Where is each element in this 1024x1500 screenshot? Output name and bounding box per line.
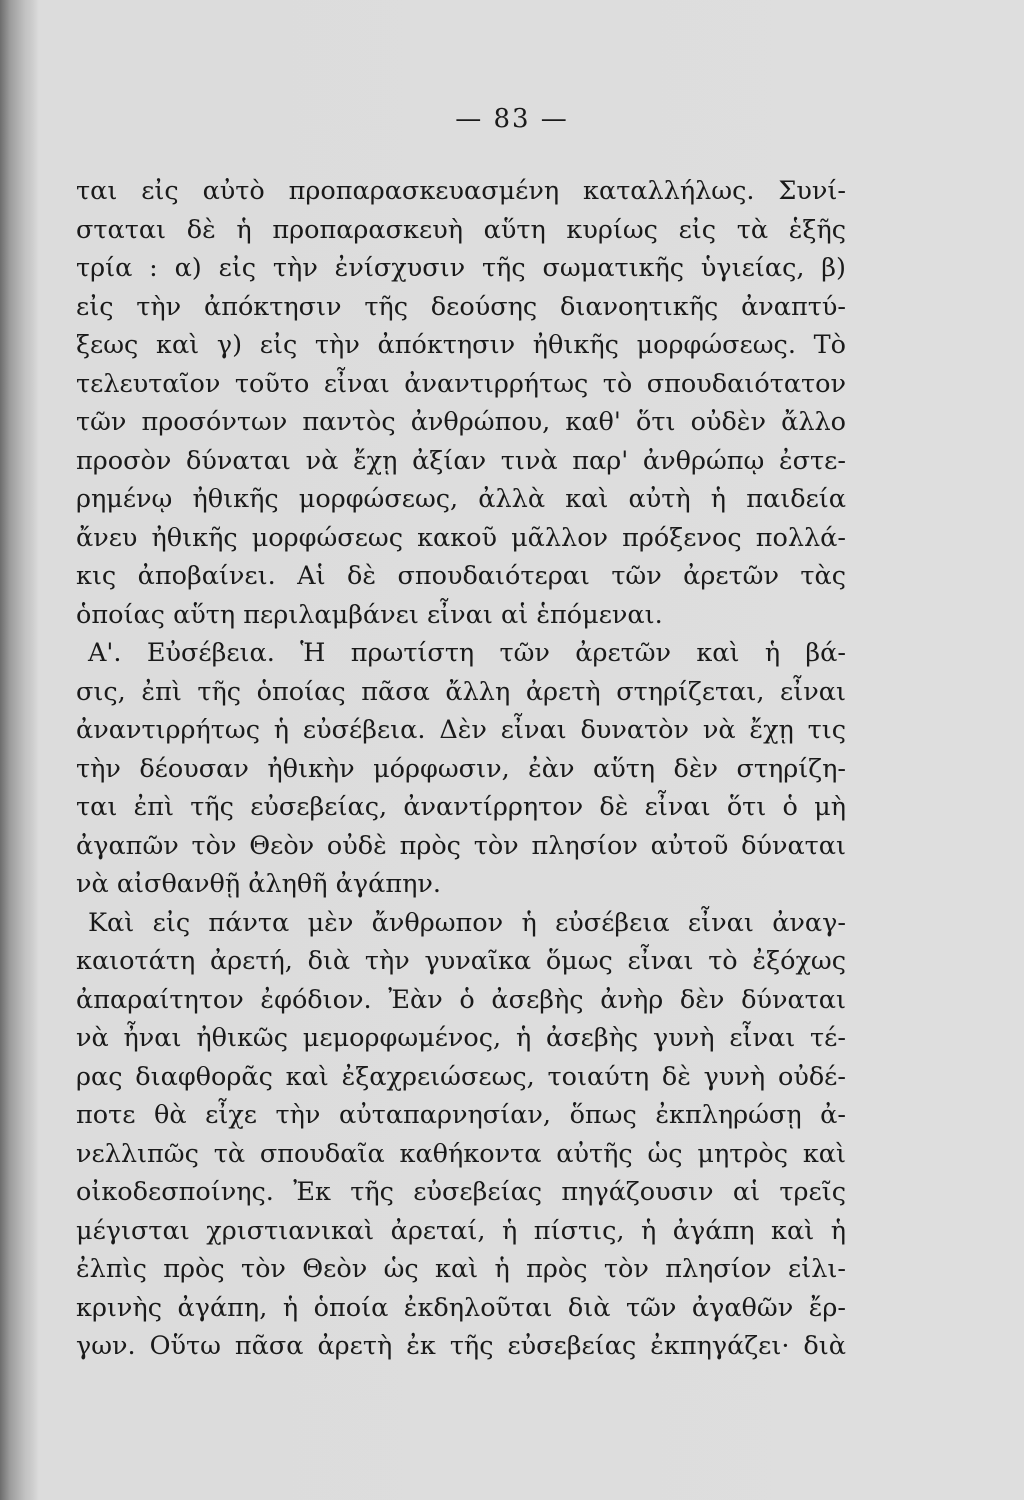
- section-heading-line: Α'. Εὐσέβεια. Ἡ πρωτίστη τῶν ἀρετῶν καὶ ἡ βά-: [88, 638, 846, 668]
- body-text: [76, 172, 846, 1366]
- text-line: νελλιπῶς τὰ σπουδαῖα καθήκοντα αὐτῆς ὡς μητρὸς καὶ: [76, 1138, 846, 1169]
- text-line: γων. Οὕτω πᾶσα ἀρετὴ ἐκ τῆς εὐσεβείας ἐκπηγάζει· διὰ: [76, 1331, 846, 1361]
- paragraph-start-line: Καὶ εἰς πάντα μὲν ἄνθρωπον ἡ εὐσέβεια εἶναι ἀναγ-: [88, 907, 846, 938]
- text-line: νὰ ἦναι ἠθικῶς μεμορφωμένος, ἡ ἀσεβὴς γυνὴ εἶναι τέ-: [76, 1023, 846, 1053]
- text-line: μέγισται χριστιανικαὶ ἀρεταί, ἡ πίστις, ἡ ἀγάπη καὶ ἡ: [76, 1215, 846, 1246]
- text-line: σις, ἐπὶ τῆς ὁποίας πᾶσα ἄλλη ἀρετὴ στηρίζεται, εἶναι: [76, 676, 846, 707]
- text-line: προσὸν δύναται νὰ ἔχῃ ἀξίαν τινὰ παρ' ἀνθρώπῳ ἐστε-: [76, 445, 846, 476]
- text-line: νὰ αἰσθανθῇ ἀληθῆ ἀγάπην.: [76, 869, 441, 899]
- text-line: οἰκοδεσποίνης. Ἐκ τῆς εὐσεβείας πηγάζουσιν αἱ τρεῖς: [76, 1177, 846, 1207]
- text-line: τὴν δέουσαν ἠθικὴν μόρφωσιν, ἐὰν αὕτη δὲν στηρίζη-: [76, 753, 846, 784]
- text-line: ἄνευ ἠθικῆς μορφώσεως κακοῦ μᾶλλον πρόξενος πολλά-: [76, 522, 846, 553]
- text-line: ὁποίας αὕτη περιλαμβάνει εἶναι αἱ ἑπόμεναι.: [76, 599, 663, 630]
- text-line: ἀγαπῶν τὸν Θεὸν οὐδὲ πρὸς τὸν πλησίον αὐτοῦ δύναται: [76, 830, 846, 861]
- text-line: τελευταῖον τοῦτο εἶναι ἀναντιρρήτως τὸ σπουδαιότατον: [76, 368, 846, 399]
- text-line: ἐλπὶς πρὸς τὸν Θεὸν ὡς καὶ ἡ πρὸς τὸν πλησίον εἰλι-: [76, 1254, 846, 1284]
- text-line: ρημένῳ ἠθικῆς μορφώσεως, ἀλλὰ καὶ αὐτὴ ἡ παιδεία: [76, 484, 846, 514]
- text-line: τρία : α) εἰς τὴν ἐνίσχυσιν τῆς σωματικῆς ὑγιείας, β): [76, 253, 846, 283]
- text-line: ἀναντιρρήτως ἡ εὐσέβεια. Δὲν εἶναι δυνατὸν νὰ ἔχῃ τις: [76, 715, 846, 745]
- text-line: καιοτάτη ἀρετή, διὰ τὴν γυναῖκα ὅμως εἶναι τὸ ἐξόχως: [76, 946, 846, 976]
- text-line: ποτε θὰ εἶχε τὴν αὐταπαρνησίαν, ὅπως ἐκπληρώσῃ ἀ-: [76, 1100, 846, 1130]
- text-line: κις ἀποβαίνει. Αἱ δὲ σπουδαιότεραι τῶν ἀρετῶν τὰς: [76, 561, 846, 591]
- text-line: τῶν προσόντων παντὸς ἀνθρώπου, καθ' ὅτι οὐδὲν ἄλλο: [76, 407, 846, 437]
- text-line: ται ἐπὶ τῆς εὐσεβείας, ἀναντίρρητον δὲ εἶναι ὅτι ὁ μὴ: [76, 792, 846, 822]
- text-line: ται εἰς αὐτὸ προπαρασκευασμένη καταλλήλως. Συνί-: [76, 176, 846, 206]
- text-line: σταται δὲ ἡ προπαρασκευὴ αὕτη κυρίως εἰς τὰ ἑξῆς: [76, 214, 846, 245]
- text-line: κρινὴς ἀγάπη, ἡ ὁποία ἐκδηλοῦται διὰ τῶν ἀγαθῶν ἔρ-: [76, 1292, 846, 1323]
- text-line: ἀπαραίτητον ἐφόδιον. Ἐὰν ὁ ἀσεβὴς ἀνὴρ δὲν δύναται: [76, 984, 846, 1015]
- page-number: — 83 —: [455, 104, 569, 134]
- text-line: εἰς τὴν ἀπόκτησιν τῆς δεούσης διανοητικῆς ἀναπτύ-: [76, 291, 846, 322]
- text-line: ξεως καὶ γ) εἰς τὴν ἀπόκτησιν ἠθικῆς μορφώσεως. Τὸ: [76, 330, 846, 360]
- text-line: ρας διαφθορᾶς καὶ ἐξαχρειώσεως, τοιαύτη δὲ γυνὴ οὐδέ-: [76, 1061, 846, 1092]
